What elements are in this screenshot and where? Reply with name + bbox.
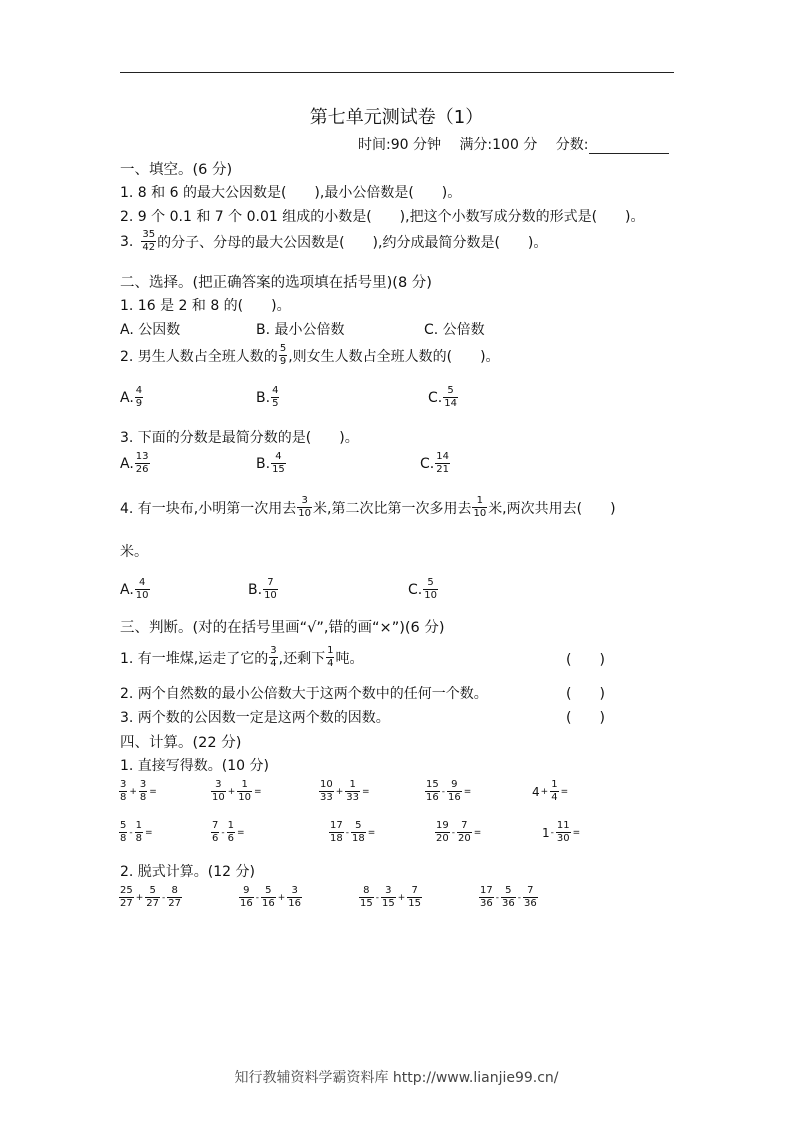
q-text: 吨。: [335, 650, 364, 667]
s2-q1-option-c: C. 公倍数: [424, 322, 485, 338]
fraction: $\frac{1}{10}$: [473, 495, 487, 519]
s1-question3: [120, 230, 547, 253]
calc-item: 4 + $\frac{1}{4}$ =: [532, 779, 569, 803]
calc-item: $\frac{3}{8}$ + $\frac{3}{8}$ =: [120, 779, 157, 803]
s2-question4: [120, 496, 616, 519]
exam-meta: [358, 134, 669, 154]
fraction: $\frac{35}{42}$: [142, 229, 156, 253]
section2-heading: 二、选择。(把正确答案的选项填在括号里)(8 分): [120, 275, 432, 291]
q-text: 4. 有一块布,小明第一次用去: [120, 500, 297, 517]
time-limit: 时间:90 分钟: [358, 137, 441, 153]
section1-heading: 一、填空。(6 分): [120, 162, 233, 178]
s2-q3-option-a: A. $\frac{13}{26}$: [120, 451, 149, 475]
s3-q1-answer-paren[interactable]: ( ): [566, 652, 605, 668]
s2-q3-option-b: B. $\frac{4}{15}$: [256, 451, 285, 475]
fraction: $\frac{5}{9}$: [279, 343, 287, 367]
s2-q2-option-a: A. $\frac{4}{9}$: [120, 385, 143, 409]
calc-item: $\frac{15}{16}$ - $\frac{9}{16}$ =: [426, 779, 472, 803]
fraction: $\frac{3}{10}$: [298, 495, 311, 519]
top-rule: [120, 72, 674, 73]
q-text: 1. 有一堆煤,运走了它的: [120, 650, 269, 667]
s2-q4-option-c: C. $\frac{5}{10}$: [408, 577, 437, 601]
s3-q3-answer-paren[interactable]: ( ): [566, 710, 605, 726]
calc-item: $\frac{8}{15}$ - $\frac{3}{15}$ + $\frac{7}{15}$: [360, 885, 421, 909]
s2-q4-tail: 米。: [120, 544, 148, 560]
s2-question2: [120, 344, 500, 367]
calc-item: $\frac{9}{16}$ - $\frac{5}{16}$ + $\frac{3}{16}$: [240, 885, 301, 909]
s2-q1-option-b: B. 最小公倍数: [256, 322, 345, 338]
s2-q4-option-a: A. $\frac{4}{10}$: [120, 577, 149, 601]
q-text: 2. 男生人数占全班人数的: [120, 348, 278, 365]
q-text: ,还剩下: [278, 650, 326, 667]
s1-question1: 1. 8 和 6 的最大公因数是( ),最小公倍数是( )。: [120, 185, 462, 201]
q-text: 米,两次共用去( ): [488, 500, 616, 517]
s2-q2-option-c: C. $\frac{5}{14}$: [428, 385, 457, 409]
s3-question2: 2. 两个自然数的最小公倍数大于这两个数中的任何一个数。: [120, 686, 488, 702]
s3-question3: 3. 两个数的公因数一定是这两个数的因数。: [120, 710, 390, 726]
calc-item: $\frac{5}{8}$ - $\frac{1}{8}$ =: [120, 820, 153, 844]
section4-heading: 四、计算。(22 分): [120, 735, 242, 751]
footer-watermark: 知行教辅资料学霸资料库 http://www.lianjie99.cn/: [234, 1070, 559, 1086]
s2-question3: 3. 下面的分数是最简分数的是( )。: [120, 430, 359, 446]
calc-item: $\frac{10}{33}$ + $\frac{1}{33}$ =: [320, 779, 370, 803]
calc-item: $\frac{19}{20}$ - $\frac{7}{20}$ =: [436, 820, 482, 844]
s3-q2-answer-paren[interactable]: ( ): [566, 686, 605, 702]
s4-sub1: 1. 直接写得数。(10 分): [120, 758, 269, 774]
calc-item: $\frac{3}{10}$ + $\frac{1}{10}$ =: [212, 779, 262, 803]
calc-item: $\frac{25}{27}$ + $\frac{5}{27}$ - $\frac{8}{27}$: [120, 885, 181, 909]
full-score: 满分:100 分: [459, 137, 538, 153]
s2-q4-option-b: B. $\frac{7}{10}$: [248, 577, 277, 601]
q-text: 的分子、分母的最大公因数是( ),约分成最简分数是( )。: [157, 234, 548, 251]
fraction: $\frac{1}{4}$: [327, 645, 334, 669]
s2-q3-option-c: C. $\frac{14}{21}$: [420, 451, 449, 475]
calc-item: $\frac{17}{36}$ - $\frac{5}{36}$ - $\frac{7}{36}$: [480, 885, 537, 909]
page-title: 第七单元测试卷（1）: [309, 107, 484, 128]
fraction: $\frac{3}{4}$: [270, 645, 277, 669]
score-label: 分数:: [555, 137, 589, 153]
s4-sub2: 2. 脱式计算。(12 分): [120, 864, 255, 880]
calc-item: $\frac{17}{18}$ - $\frac{5}{18}$ =: [330, 820, 376, 844]
q-number: 3.: [120, 233, 134, 250]
calc-item: 1 - $\frac{11}{30}$ =: [542, 820, 581, 844]
s2-q1-option-a: A. 公因数: [120, 322, 181, 338]
score-blank[interactable]: [589, 139, 669, 154]
calc-item: $\frac{7}{6}$ - $\frac{1}{6}$ =: [212, 820, 245, 844]
s1-question2: 2. 9 个 0.1 和 7 个 0.01 组成的小数是( ),把这个小数写成分数的形式是( )。: [120, 209, 645, 225]
q-text: 米,第二次比第一次多用去: [313, 500, 472, 517]
s3-question1: [120, 646, 363, 669]
s2-q2-option-b: B. $\frac{4}{5}$: [256, 385, 279, 409]
section3-heading: 三、判断。(对的在括号里画“√”,错的画“×”)(6 分): [120, 620, 445, 636]
q-text: ,则女生人数占全班人数的( )。: [288, 348, 500, 365]
s2-question1: 1. 16 是 2 和 8 的( )。: [120, 298, 291, 314]
